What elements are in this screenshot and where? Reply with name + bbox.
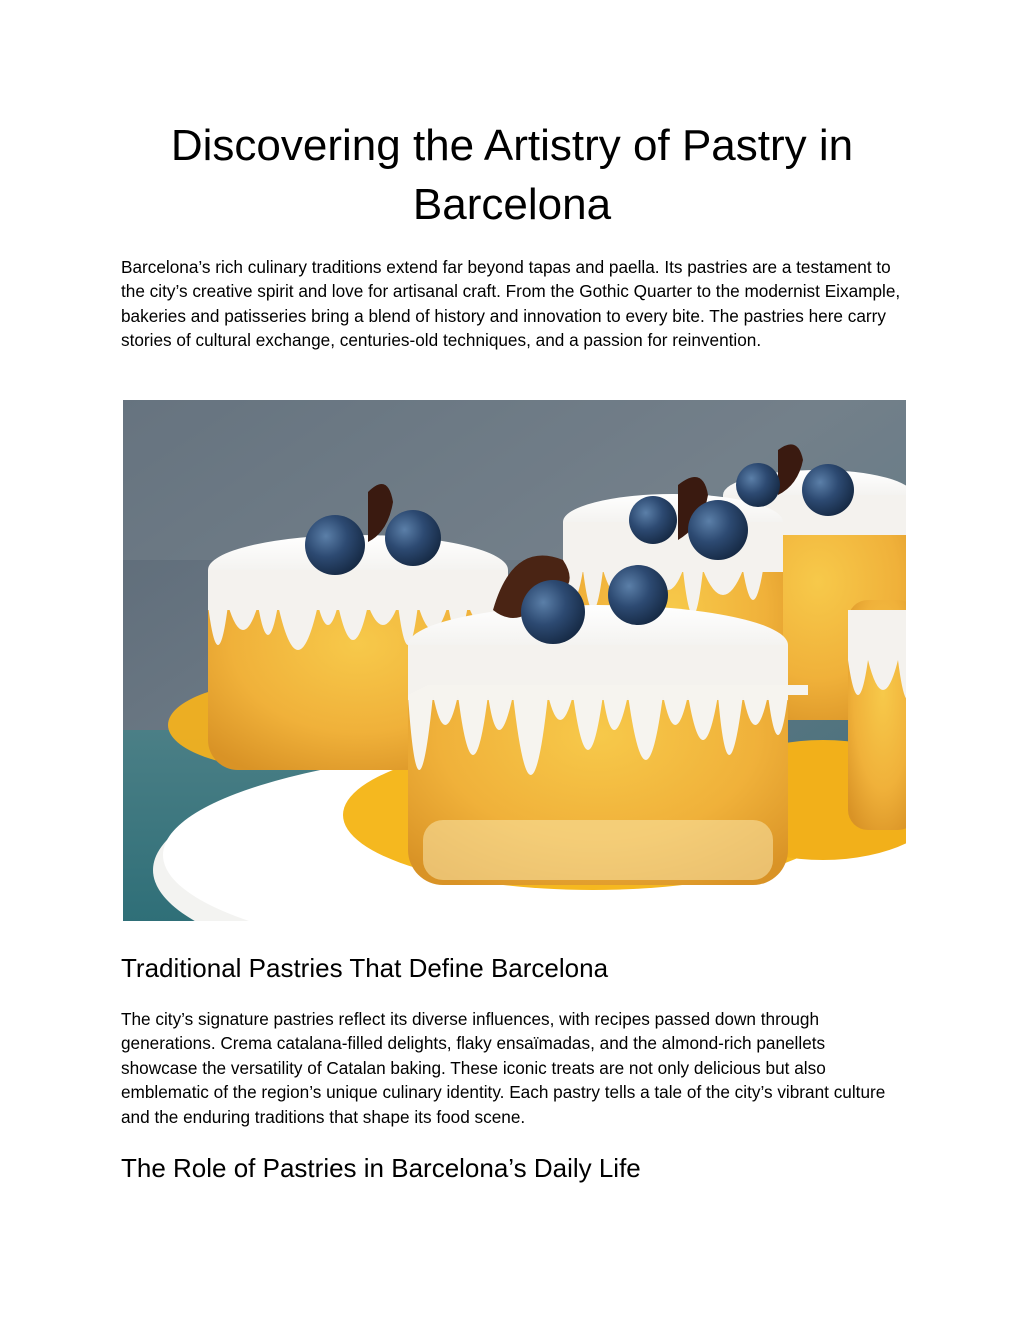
section-heading-traditional: Traditional Pastries That Define Barcelona bbox=[121, 953, 609, 983]
section-body-traditional: The city’s signature pastries reflect its diverse influences, with recipes passed down through generations. Crema catalana-filled delights, flaky ensaïmadas, and the almond-rich panellets showcase the versatility of Catalan baking. These iconic treats are not only delicious but also emblematic of the region’s unique culinary identity. Each pastry tells a tale of the city’s vibrant culture and the enduring traditions that shape its food scene. bbox=[121, 1009, 886, 1127]
section-heading-daily-life: The Role of Pastries in Barcelona’s Daily Life bbox=[121, 1153, 641, 1183]
page-title: Discovering the Artistry of Pastry in Barcelona bbox=[170, 121, 854, 229]
intro-paragraph: Barcelona’s rich culinary traditions extend far beyond tapas and paella. Its pastries are a testament to the city’s creative spirit and love for artisanal craft. From the Gothic Quarter to the modernist Eixample, bakeries and patisseries bring a blend of history and innovation to every bite. The pastries here carry stories of cultural exchange, centuries-old techniques, and a passion for reinvention. bbox=[121, 257, 901, 351]
pastry-photo bbox=[123, 400, 906, 921]
hero-image bbox=[123, 400, 906, 921]
